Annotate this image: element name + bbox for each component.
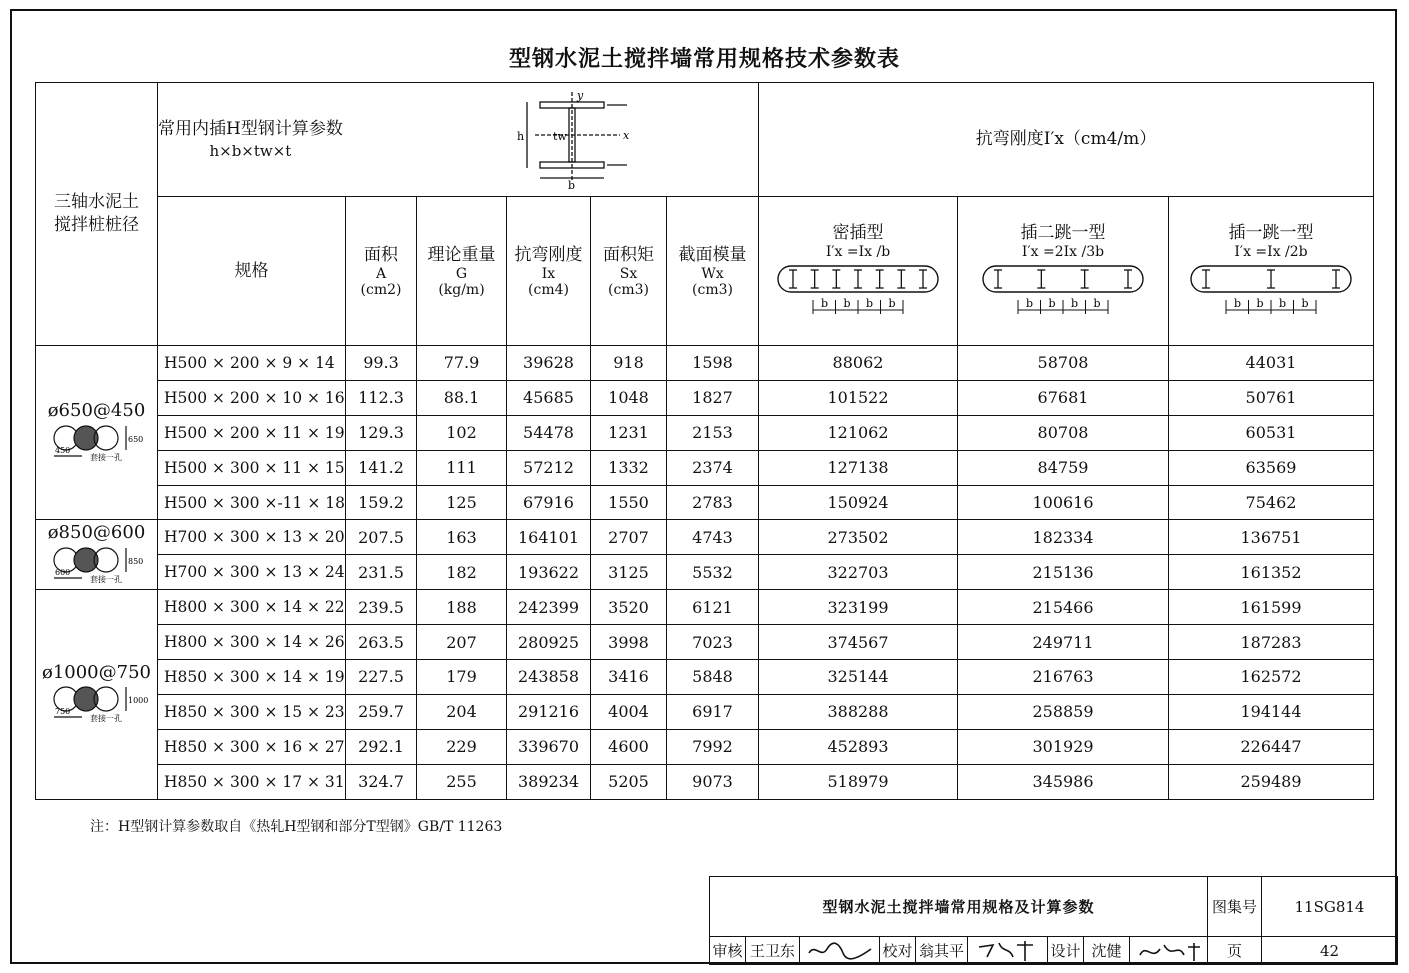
spacing-label: b <box>866 297 874 311</box>
spacing-label: b <box>888 297 896 311</box>
h-section-diagram <box>515 90 645 190</box>
checker-name: 翁其平 <box>916 937 968 965</box>
skip2-cell: 67681 <box>958 380 1169 415</box>
table-row <box>36 555 1374 590</box>
dense-cell: 452893 <box>759 729 958 764</box>
spec-cell: H700 × 300 × 13 × 24 <box>158 555 346 590</box>
designer-name: 沈健 <box>1084 937 1130 965</box>
wx-cell: 7992 <box>667 729 759 764</box>
area-cell: 99.3 <box>346 346 417 381</box>
skip2-cell: 80708 <box>958 415 1169 450</box>
review-label: 审核 <box>710 937 746 965</box>
diagram-x: x <box>623 128 630 142</box>
sx-cell: 4600 <box>591 729 667 764</box>
ix-cell: 193622 <box>507 555 591 590</box>
stiffness-header: 抗弯刚度I′x（cm4/m） <box>759 83 1374 197</box>
skip1-cell: 50761 <box>1169 380 1374 415</box>
title-block <box>709 876 1398 965</box>
spec-cell: H850 × 300 × 14 × 19 <box>158 660 346 695</box>
table-row <box>36 660 1374 695</box>
wx-cell: 2783 <box>667 485 759 520</box>
pile-diameter: ø850@600 <box>47 522 146 544</box>
spec-header: 规格 <box>158 197 346 346</box>
wx-cell: 7023 <box>667 625 759 660</box>
table-row <box>36 590 1374 625</box>
area-cell: 129.3 <box>346 415 417 450</box>
weight-cell: 77.9 <box>417 346 507 381</box>
dense-cell: 121062 <box>759 415 958 450</box>
spacing-label: b <box>843 297 851 311</box>
skip2-cell: 215136 <box>958 555 1169 590</box>
pile-diameter: ø650@450 <box>47 399 146 421</box>
skip2-cell: 58708 <box>958 346 1169 381</box>
area-cell: 227.5 <box>346 660 417 695</box>
dense-cell: 322703 <box>759 555 958 590</box>
skip2-cell: 182334 <box>958 520 1169 555</box>
dense-cell: 325144 <box>759 660 958 695</box>
wx-cell: 1598 <box>667 346 759 381</box>
dense-cell: 518979 <box>759 764 958 799</box>
spec-cell: H850 × 300 × 16 × 27 <box>158 729 346 764</box>
skip2-cell: 215466 <box>958 590 1169 625</box>
pile-dim-right: 1000 <box>127 696 148 706</box>
skip1-cell: 63569 <box>1169 450 1374 485</box>
atlas-number: 11SG814 <box>1262 877 1398 937</box>
area-cell: 263.5 <box>346 625 417 660</box>
spacing-label: b <box>1071 297 1079 311</box>
skip1-cell: 226447 <box>1169 729 1374 764</box>
spacing-label: b <box>1026 297 1034 311</box>
weight-header: 理论重量 G (kg/m) <box>417 197 507 346</box>
pile-dim-left: 750 <box>54 707 70 717</box>
diagram-h: h <box>517 129 525 143</box>
spacing-label: b <box>1256 297 1264 311</box>
skip2-cell: 345986 <box>958 764 1169 799</box>
pile-label: 套接一孔 <box>89 452 122 462</box>
skip1-cell: 259489 <box>1169 764 1374 799</box>
spacing-label: b <box>1279 297 1287 311</box>
table-row <box>36 450 1374 485</box>
skip1-cell: 136751 <box>1169 520 1374 555</box>
page-label: 页 <box>1208 937 1262 965</box>
page-number: 42 <box>1262 937 1398 965</box>
sx-cell: 4004 <box>591 694 667 729</box>
pile-group-cell <box>36 590 158 799</box>
weight-cell: 125 <box>417 485 507 520</box>
atlas-label: 图集号 <box>1208 877 1262 937</box>
skip1-cell: 161599 <box>1169 590 1374 625</box>
spacing-label: b <box>1301 297 1309 311</box>
pile-diameter: ø1000@750 <box>41 661 151 683</box>
ix-cell: 39628 <box>507 346 591 381</box>
area-cell: 324.7 <box>346 764 417 799</box>
wx-cell: 6917 <box>667 694 759 729</box>
dense-cell: 374567 <box>759 625 958 660</box>
table-row <box>36 520 1374 555</box>
weight-cell: 188 <box>417 590 507 625</box>
spec-cell: H500 × 200 × 9 × 14 <box>158 346 346 381</box>
pile-overlap-icon <box>42 683 152 727</box>
area-cell: 159.2 <box>346 485 417 520</box>
wx-cell: 9073 <box>667 764 759 799</box>
dense-layout-icon <box>773 260 943 320</box>
skip1-cell: 44031 <box>1169 346 1374 381</box>
weight-cell: 207 <box>417 625 507 660</box>
spec-cell: H800 × 300 × 14 × 26 <box>158 625 346 660</box>
sx-header: 面积矩 Sx (cm3) <box>591 197 667 346</box>
skip1-layout-icon <box>1186 260 1356 320</box>
wx-cell: 4743 <box>667 520 759 555</box>
skip1-header: 插一跳一型 I′x =Ix /2b b b b b <box>1169 197 1374 346</box>
weight-cell: 111 <box>417 450 507 485</box>
ix-cell: 54478 <box>507 415 591 450</box>
wx-cell: 1827 <box>667 380 759 415</box>
wx-cell: 5848 <box>667 660 759 695</box>
skip1-cell: 75462 <box>1169 485 1374 520</box>
area-cell: 231.5 <box>346 555 417 590</box>
spacing-label: b <box>1234 297 1242 311</box>
table-row <box>36 729 1374 764</box>
area-cell: 207.5 <box>346 520 417 555</box>
dense-cell: 127138 <box>759 450 958 485</box>
sx-cell: 5205 <box>591 764 667 799</box>
spec-table <box>35 82 1374 800</box>
skip2-cell: 249711 <box>958 625 1169 660</box>
design-label: 设计 <box>1048 937 1084 965</box>
ix-cell: 45685 <box>507 380 591 415</box>
spec-cell: H500 × 300 ×-11 × 18 <box>158 485 346 520</box>
spec-cell: H500 × 200 × 10 × 16 <box>158 380 346 415</box>
spec-cell: H850 × 300 × 17 × 31 <box>158 764 346 799</box>
weight-cell: 163 <box>417 520 507 555</box>
ix-cell: 164101 <box>507 520 591 555</box>
skip2-cell: 100616 <box>958 485 1169 520</box>
dense-header: 密插型 I′x =Ix /b b b b b <box>759 197 958 346</box>
pile-overlap-icon <box>42 544 152 588</box>
sx-cell: 1550 <box>591 485 667 520</box>
skip1-cell: 60531 <box>1169 415 1374 450</box>
drawing-title: 型钢水泥土搅拌墙常用规格及计算参数 <box>710 877 1208 937</box>
pile-dim-left: 450 <box>54 445 70 455</box>
weight-cell: 255 <box>417 764 507 799</box>
check-label: 校对 <box>880 937 916 965</box>
dense-cell: 150924 <box>759 485 958 520</box>
ix-cell: 67916 <box>507 485 591 520</box>
ix-cell: 280925 <box>507 625 591 660</box>
skip2-cell: 301929 <box>958 729 1169 764</box>
sx-cell: 918 <box>591 346 667 381</box>
table-row <box>36 625 1374 660</box>
spacing-label: b <box>1048 297 1056 311</box>
sx-cell: 2707 <box>591 520 667 555</box>
weight-cell: 182 <box>417 555 507 590</box>
pile-group-cell <box>36 520 158 590</box>
table-row <box>36 346 1374 381</box>
skip1-cell: 162572 <box>1169 660 1374 695</box>
ix-cell: 57212 <box>507 450 591 485</box>
diagram-tw: tw <box>553 129 568 143</box>
ix-cell: 389234 <box>507 764 591 799</box>
diagram-y: y <box>577 89 584 102</box>
sx-cell: 1332 <box>591 450 667 485</box>
wx-header: 截面模量 Wx (cm3) <box>667 197 759 346</box>
skip1-cell: 161352 <box>1169 555 1374 590</box>
dense-cell: 273502 <box>759 520 958 555</box>
reviewer-name: 王卫东 <box>746 937 800 965</box>
spacing-label: b <box>1093 297 1101 311</box>
pile-header: 三轴水泥土搅拌桩桩径 <box>36 83 158 346</box>
spacing-label: b <box>821 297 829 311</box>
sx-cell: 3520 <box>591 590 667 625</box>
diagram-b: b <box>568 178 576 190</box>
note: 注：H型钢计算参数取自《热轧H型钢和部分T型钢》GB/T 11263 <box>90 819 503 835</box>
weight-cell: 102 <box>417 415 507 450</box>
wx-cell: 5532 <box>667 555 759 590</box>
skip2-header: 插二跳一型 I′x =2Ix /3b b b b b <box>958 197 1169 346</box>
spec-cell: H500 × 200 × 11 × 19 <box>158 415 346 450</box>
weight-cell: 229 <box>417 729 507 764</box>
dense-cell: 101522 <box>759 380 958 415</box>
pile-label: 套接一孔 <box>89 574 122 584</box>
spec-cell: H800 × 300 × 14 × 22 <box>158 590 346 625</box>
sx-cell: 3998 <box>591 625 667 660</box>
dense-cell: 323199 <box>759 590 958 625</box>
designer-signature <box>1130 937 1208 965</box>
wx-cell: 2374 <box>667 450 759 485</box>
area-header: 面积 A (cm2) <box>346 197 417 346</box>
spec-cell: H700 × 300 × 13 × 20 <box>158 520 346 555</box>
ix-cell: 339670 <box>507 729 591 764</box>
pile-dim-right: 650 <box>127 434 143 444</box>
area-cell: 259.7 <box>346 694 417 729</box>
page-title: 型钢水泥土搅拌墙常用规格技术参数表 <box>508 47 900 72</box>
calc-params-header <box>158 83 759 197</box>
pile-overlap-icon <box>42 422 152 466</box>
ix-cell: 243858 <box>507 660 591 695</box>
sx-cell: 3416 <box>591 660 667 695</box>
wx-cell: 6121 <box>667 590 759 625</box>
pile-label: 套接一孔 <box>89 714 122 724</box>
table-row <box>36 415 1374 450</box>
area-cell: 112.3 <box>346 380 417 415</box>
sx-cell: 3125 <box>591 555 667 590</box>
skip2-layout-icon <box>978 260 1148 320</box>
ix-cell: 242399 <box>507 590 591 625</box>
pile-dim-left: 600 <box>54 567 70 577</box>
calc-params-formula: h×b×tw×t <box>209 141 292 160</box>
dense-cell: 88062 <box>759 346 958 381</box>
dense-cell: 388288 <box>759 694 958 729</box>
table-row <box>36 380 1374 415</box>
sx-cell: 1048 <box>591 380 667 415</box>
skip1-cell: 194144 <box>1169 694 1374 729</box>
weight-cell: 179 <box>417 660 507 695</box>
skip1-cell: 187283 <box>1169 625 1374 660</box>
wx-cell: 2153 <box>667 415 759 450</box>
reviewer-signature <box>800 937 880 965</box>
spec-cell: H850 × 300 × 15 × 23 <box>158 694 346 729</box>
sx-cell: 1231 <box>591 415 667 450</box>
area-cell: 141.2 <box>346 450 417 485</box>
spec-cell: H500 × 300 × 11 × 15 <box>158 450 346 485</box>
pile-dim-right: 850 <box>127 556 143 566</box>
area-cell: 239.5 <box>346 590 417 625</box>
weight-cell: 88.1 <box>417 380 507 415</box>
weight-cell: 204 <box>417 694 507 729</box>
ix-cell: 291216 <box>507 694 591 729</box>
checker-signature <box>968 937 1048 965</box>
calc-params-title: 常用内插H型钢计算参数 <box>158 118 343 139</box>
skip2-cell: 84759 <box>958 450 1169 485</box>
table-row <box>36 485 1374 520</box>
skip2-cell: 258859 <box>958 694 1169 729</box>
skip2-cell: 216763 <box>958 660 1169 695</box>
table-row <box>36 764 1374 799</box>
area-cell: 292.1 <box>346 729 417 764</box>
pile-group-cell <box>36 346 158 520</box>
ix-header: 抗弯刚度 Ix (cm4) <box>507 197 591 346</box>
table-row <box>36 694 1374 729</box>
